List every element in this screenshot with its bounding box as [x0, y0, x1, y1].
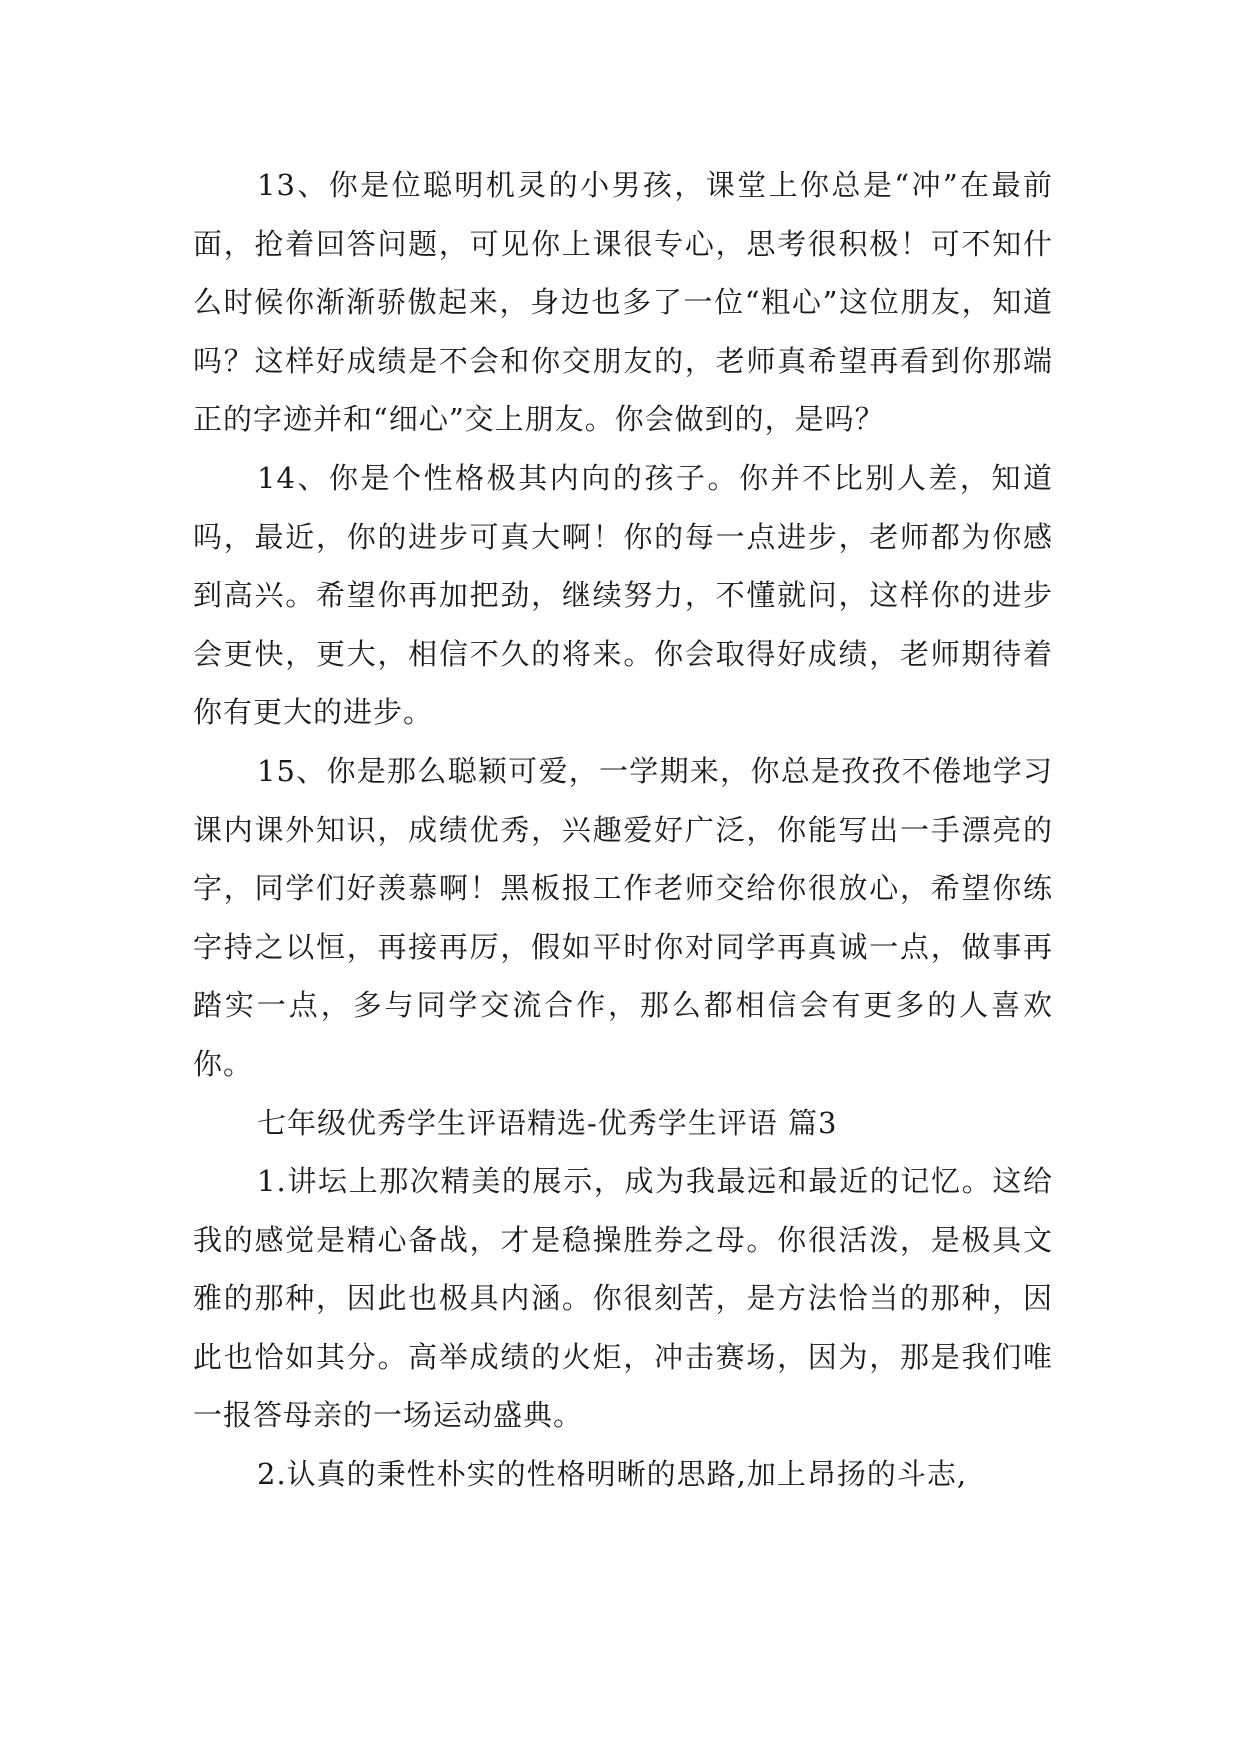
comment-paragraph-13: 13、你是位聪明机灵的小男孩，课堂上你总是“冲”在最前面，抢着回答问题，可见你上课很专心，思考很积极！可不知什么时候你渐渐骄傲起来，身边也多了一位“粗心”这位朋友，知道吗？这样好成绩是不会和你交朋友的，老师真希望再看到你那端正的字迹并和“细心”交上朋友。你会做到的，是吗？ — [193, 168, 1053, 437]
comment-paragraph-14: 14、你是个性格极其内向的孩子。你并不比别人差，知道吗，最近，你的进步可真大啊！你的每一点进步，老师都为你感到高兴。希望你再加把劲，继续努力，不懂就问，这样你的进步会更快，更大，相信不久的将来。你会取得好成绩，老师期待着你有更大的进步。 — [193, 460, 1053, 730]
section-paragraph-1: 1.讲坛上那次精美的展示，成为我最远和最近的记忆。这给我的感觉是精心备战，才是稳操胜券之母。你很活泼，是极具文雅的那种，因此也极具内涵。你很刻苦，是方法恰当的那种，因此也恰如其分。高举成绩的火炬，冲击赛场，因为，那是我们唯一报答母亲的一场运动盛典。 — [193, 1164, 1053, 1433]
section-paragraph-2: 2.认真的秉性朴实的性格明晰的思路,加上昂扬的斗志, — [257, 1457, 968, 1492]
comment-paragraph-15: 15、你是那么聪颖可爱，一学期来，你总是孜孜不倦地学习课内课外知识，成绩优秀，兴趣爱好广泛，你能写出一手漂亮的字，同学们好羡慕啊！黑板报工作老师交给你很放心，希望你练字持之以恒，再接再厉，假如平时你对同学再真诚一点，做事再踏实一点，多与同学交流合作，那么都相信会有更多的人喜欢你。 — [193, 753, 1053, 1081]
section-heading: 七年级优秀学生评语精选-优秀学生评语 篇3 — [257, 1105, 838, 1140]
document-page — [193, 156, 1053, 1504]
